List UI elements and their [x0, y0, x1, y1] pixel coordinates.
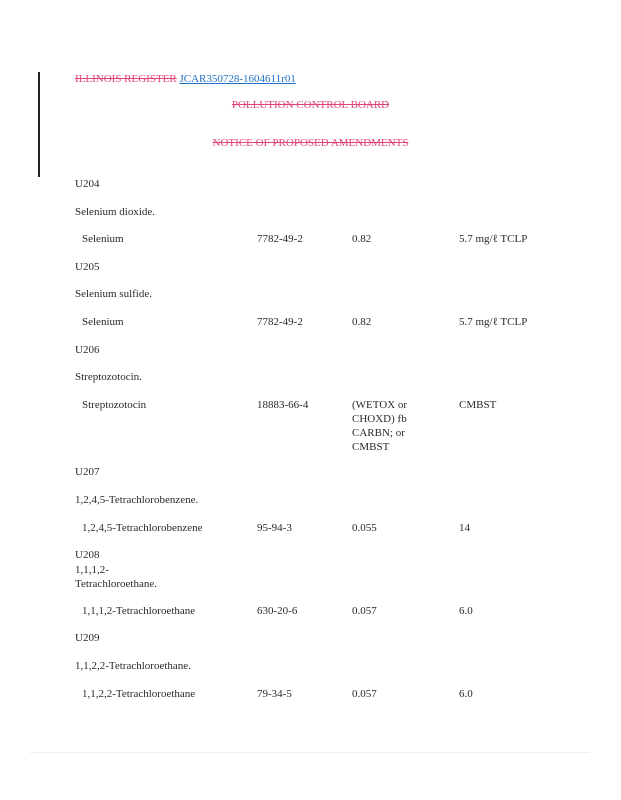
wastewater-standard: 0.82 [352, 316, 372, 328]
notice-title [0, 137, 621, 149]
scan-edge-line [30, 752, 590, 753]
board-title-text: POLLUTION CONTROL BOARD [231, 99, 390, 111]
cas-number: 7782-49-2 [257, 233, 303, 245]
cas-number: 79-34-5 [257, 688, 292, 700]
wastewater-standard-line: CMBST [352, 441, 390, 453]
waste-name: Selenium sulfide. [75, 288, 152, 300]
wastewater-standard [352, 398, 442, 454]
constituent-name: Streptozotocin [82, 399, 147, 411]
wastewater-standard-line: CARBN; or [352, 427, 405, 439]
waste-name-line: Tetrachloroethane. [75, 578, 157, 590]
waste-name [75, 563, 195, 591]
waste-name-line: 1,1,1,2- [75, 564, 109, 576]
nonwastewater-standard: 14 [459, 522, 470, 534]
waste-name: Streptozotocin. [75, 371, 142, 383]
waste-code: U204 [75, 178, 100, 190]
waste-name: 1,1,2,2-Tetrachloroethane. [75, 660, 191, 672]
cas-number: 630-20-6 [257, 605, 298, 617]
nonwastewater-standard: CMBST [459, 399, 497, 411]
constituent-name: 1,1,2,2-Tetrachloroethane [82, 688, 196, 700]
wastewater-standard: 0.057 [352, 688, 377, 700]
waste-name: 1,2,4,5-Tetrachlorobenzene. [75, 494, 199, 506]
waste-code: U206 [75, 344, 100, 356]
wastewater-standard-line: (WETOX or [352, 399, 408, 411]
nonwastewater-standard: 6.0 [459, 688, 473, 700]
board-title [0, 99, 621, 111]
constituent-name: Selenium [82, 316, 124, 328]
register-struck-text: ILLINOIS REGISTER [75, 73, 177, 85]
nonwastewater-standard: 5.7 mg/ℓ TCLP [459, 316, 528, 328]
waste-code: U208 [75, 549, 100, 561]
cas-number: 95-94-3 [257, 522, 292, 534]
wastewater-standard: 0.055 [352, 522, 377, 534]
cas-number: 7782-49-2 [257, 316, 303, 328]
constituent-name: Selenium [82, 233, 124, 245]
waste-name: Selenium dioxide. [75, 206, 156, 218]
register-insert-text: JCAR350728-1604611r01 [179, 73, 296, 85]
wastewater-standard: 0.057 [352, 605, 377, 617]
change-bar [38, 72, 40, 177]
nonwastewater-standard: 5.7 mg/ℓ TCLP [459, 233, 528, 245]
waste-code: U207 [75, 466, 100, 478]
nonwastewater-standard: 6.0 [459, 605, 473, 617]
constituent-name: 1,2,4,5-Tetrachlorobenzene [82, 522, 203, 534]
wastewater-standard-line: CHOXD) fb [352, 413, 407, 425]
cas-number: 18883-66-4 [257, 399, 309, 411]
constituent-name: 1,1,1,2-Tetrachloroethane [82, 605, 196, 617]
register-header [75, 73, 296, 85]
waste-code: U209 [75, 632, 100, 644]
wastewater-standard: 0.82 [352, 233, 372, 245]
notice-title-text: NOTICE OF PROPOSED AMENDMENTS [212, 137, 409, 149]
waste-code: U205 [75, 261, 100, 273]
